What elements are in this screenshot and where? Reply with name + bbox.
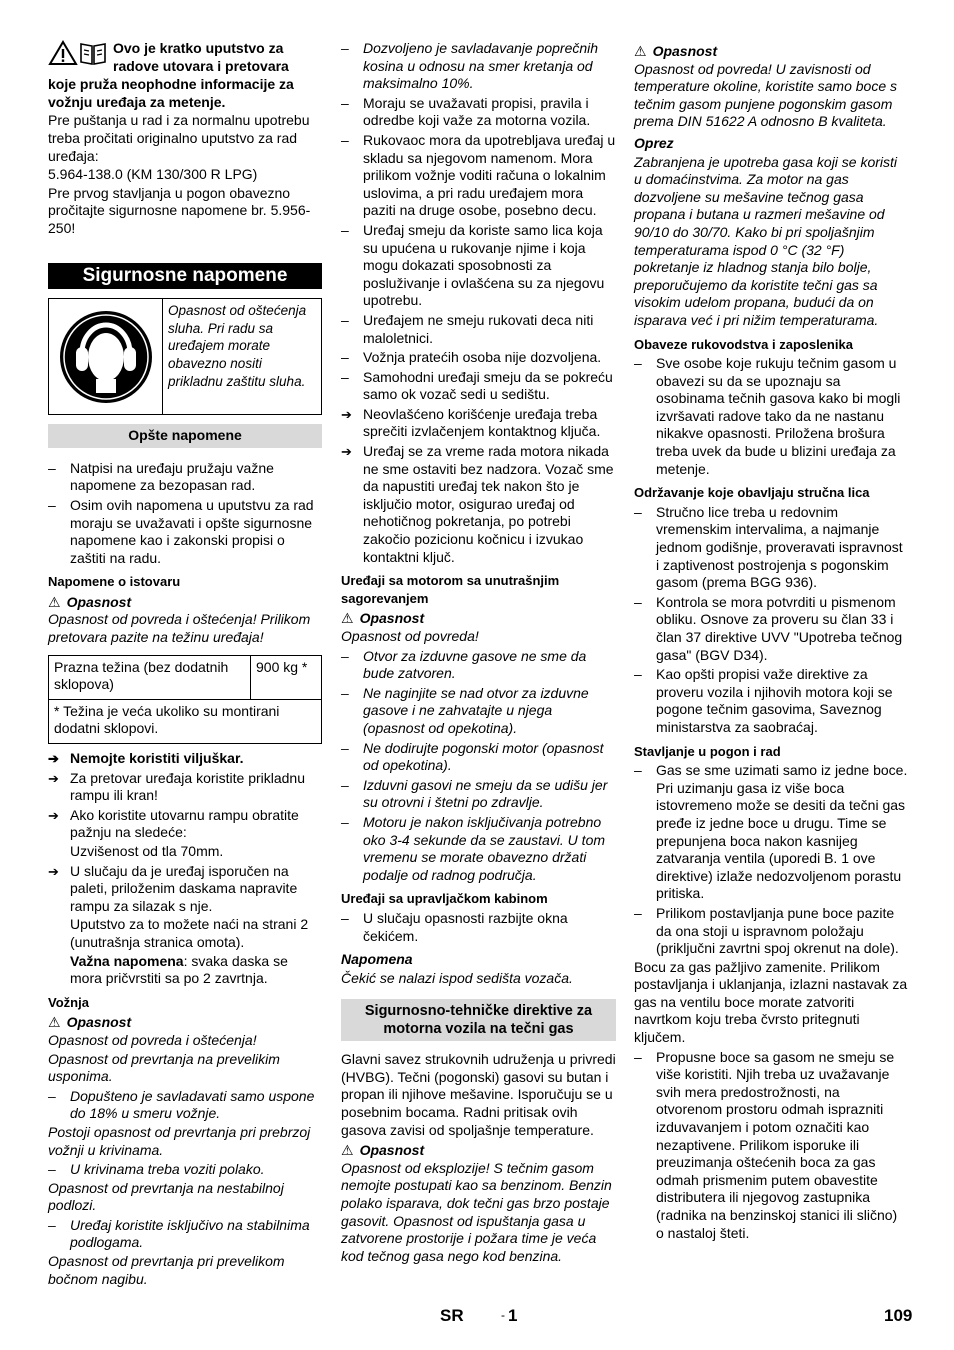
list-item: – Moraju se uvažavati propisi, pravila i odredbe koji važe za motorna vozila. <box>341 94 591 129</box>
drive-danger-2: Opasnost od prevrtanja na prevelikim usponima. <box>48 1050 280 1085</box>
ramp-height: Uzvišenost od tla 70mm. <box>70 843 224 859</box>
engine-heading: Uređaji sa motorom sa unutrašnjim sagorevanjem <box>341 573 560 606</box>
list-item: ➔ Za pretovar uređaja koristite prikladnu rampu ili kran! <box>48 769 306 804</box>
warning-icon: ⚠ <box>48 1014 61 1031</box>
list-item: – Dopušteno je savladavati samo uspone do 18% u smeru vožnje. <box>48 1087 315 1122</box>
list-item: – Uređaj koristite isključivo na stabilnima podlogama. <box>48 1216 310 1251</box>
maintenance-heading: Održavanje koje obavljaju stručna lica <box>634 485 870 501</box>
intro-icons <box>48 40 108 76</box>
footer-section-page: - 1 <box>501 1306 518 1325</box>
weight-value: 900 kg * <box>251 655 322 699</box>
list-item: – Propusne boce sa gasom ne smeju se više koristiti. Njih treba uz uvažavanje svih mera predostrožnosti, na otvorenom prostoru odmah isprazniti izduvavanjem i potom označiti kao nezaptivene. Prilikom isporuke ili preuzimanja oštećenih boca za gas odmah prismenim putem obavestite distributera ili njegovog zastupnika (radnika na benzinskoj stanici ili slično) o nastaloj šteti. <box>634 1048 898 1241</box>
arrow-icon: ➔ <box>48 751 59 767</box>
list-item: ➔ Ako koristite utovarnu rampu obratite pažnju na sledeće: <box>48 806 299 841</box>
list-item: ➔ U slučaju da je uređaj isporučen na paleti, priloženim daskama napravite rampu za silazak s nje. <box>48 862 298 914</box>
hearing-protection-box <box>48 298 322 415</box>
arrow-icon: ➔ <box>341 406 352 422</box>
duties-heading: Obaveze rukovodstva i zaposlenika <box>634 336 853 352</box>
note-text: Čekić se nalazi ispod sedišta vozača. <box>341 969 573 986</box>
list-item: – Uređaj smeju da koriste samo lica koja su upućena u rukovanje njime i koja mogu dokazati sposobnosti za posluživanje i ovlašćena su za njegovu upotrebu. <box>341 221 605 309</box>
intro-p3: Pre prvog stavljanja u pogon obavezno pročitajte sigurnosne napomene br. 5.956-250! <box>48 184 311 236</box>
general-heading: Opšte napomene <box>48 424 322 448</box>
warning-icon <box>48 40 78 66</box>
danger-heading: ⚠ Opasnost <box>634 43 718 59</box>
list-item: – Natpisi na uređaju pružaju važne napomene za bezopasan rad. <box>48 459 274 494</box>
engine-danger: Opasnost od povreda! <box>341 628 479 644</box>
list-item: ➔ Nemojte koristiti viljuškar. <box>48 750 244 767</box>
footer-language: SR <box>440 1306 464 1325</box>
gas-bottle-danger: Opasnost od povreda! U zavisnosti od temperature okoline, koristite samo boce s tečnim gasom punjene pogonskim gasom prema DIN 51622 A odnosno B kvaliteta. <box>634 60 898 130</box>
list-item: – Stručno lice treba u redovnim vremenskim intervalima, a najmanje jednom godišnje, proveravati ispravnost i zaptivenost postrojenja s pogonskim gasom (prema BGG 936). <box>634 503 903 591</box>
list-item: – Rukovaoc mora da upotrebljava uređaj u skladu sa njegovom namenom. Mora prilikom vožnje voditi računa o lokalnim uslovima, a pri radu uređajem mora paziti na druge osobe, posebno decu. <box>341 131 616 219</box>
arrow-icon: ➔ <box>48 863 59 879</box>
list-item: – Gas se sme uzimati samo iz jedne boce. Pri uzimanju gasa iz više boca istovremeno može se desiti da tečni gas pređe iz jedne boce u drugu. Time se prepunjena boca nakon kasnijeg zatvaranja ventila (uporedi B. 1 ove direktive) izlaže nedozvoljenom porastu pritiska. <box>634 762 908 902</box>
bottle-text: Bocu za gas pažljivo zamenite. Prilikom postavljanja i uklanjanja, izlazni nastavak za gas na ventilu boce morate zatvoriti navrtkom koju treba čvrsto pritegnuti ključem. <box>634 958 908 1046</box>
start-heading: Stavljanje u pogon i rad <box>634 743 781 759</box>
drive-danger-1: Opasnost od povreda i oštećenja! <box>48 1031 257 1048</box>
list-item: – Sve osobe koje rukuju tečnim gasom u obavezi su da se upoznaju sa osobinama tečnih gasova kako bi mogli izvršavati radove tako da ne nastanu nikakve opasnosti. Priložena brošura treba uvek da bude u blizini uređaja za metenje. <box>634 355 901 477</box>
arrow-icon: ➔ <box>48 770 59 786</box>
unload-danger: Opasnost od povreda i oštećenja! Prilikom pretovara pazite na težinu uređaja! <box>48 611 311 646</box>
danger-heading: ⚠ Opasnost <box>48 1014 132 1031</box>
intro-p1: Pre puštanja u rad i za normalnu upotrebu treba pročitati originalno uputstvo za rad uređaja: <box>48 112 310 164</box>
footer-page-number: 109 <box>884 1306 913 1325</box>
hearing-icon-cell <box>49 299 163 414</box>
list-item: – Uređajem ne smeju rukovati deca niti maloletnici. <box>341 311 594 346</box>
gas-directives-heading: Sigurnosno-tehničke direktive za motorna vozila na tečni gas <box>341 999 616 1041</box>
note-label: Napomena <box>341 951 413 968</box>
warning-icon: ⚠ <box>48 593 61 610</box>
caution-label: Oprez <box>634 134 674 151</box>
list-item: ➔ Neovlašćeno korišćenje uređaja treba sprečiti izvlačenjem kontaktnog ključa. <box>341 405 601 440</box>
manual-book-icon <box>78 40 108 66</box>
unload-heading: Napomene o istovaru <box>48 574 181 590</box>
section-banner: Sigurnosne napomene <box>48 263 322 290</box>
list-item: ➔ Uređaj se za vreme rada motora nikada ne sme ostaviti bez nadzora. Vozač sme da napustiti uređaj tek nakon što je isključio motor, osigurao uređaj od nehotičnog pokretanja, po potrebi zakočio pozicionu kočnicu i izvukao kontaktni ključ. <box>341 443 614 565</box>
warning-icon: ⚠ <box>341 610 354 627</box>
drive-heading: Vožnja <box>48 994 89 1010</box>
weight-label: Prazna težina (bez dodatnih sklopova) <box>49 655 251 699</box>
drive-danger-4: Opasnost od prevrtanja na nestabilnoj podlozi. <box>48 1179 284 1214</box>
caution-text: Zabranjena je upotreba gasa koji se koristi u domaćinstvima. Za motor na gas dozvoljene su mešavine tečnog gasa propana i butana u razmeri mešavine od 90/10 do 30/70. Kako bi pri spoljašnjim temperaturama ispod 0 °C (32 °F) pokretanje iz hladnog stanja bilo bolje, preporučujemo da koristite tečni gas sa visokim udelom propana, budući da on isparava već i pri nižim temperaturama. <box>634 153 898 328</box>
list-item: – Ne naginjite se nad otvor za izduvne gasove i ne zahvatajte u njega (opasnost od opekotina). <box>341 684 589 736</box>
arrow-icon: ➔ <box>48 807 59 823</box>
gas-danger: Opasnost od eksplozije! S tečnim gasom nemojte postupati kao sa benzinom. Benzin polako isparava, dok tečni gas brzo postaje gasovit. Opasnost od ispuštanja gasa u zatvorene prostorije i požara time je veća kod tečnog gasa nego kod benzina. <box>341 1159 612 1264</box>
danger-heading: ⚠ Opasnost <box>341 1142 425 1159</box>
list-item: – Izduvni gasovi ne smeju da se udišu jer su otrovni i štetni po zdravlje. <box>341 776 608 811</box>
arrow-icon: ➔ <box>341 444 352 460</box>
list-item: – Kontrola se mora potvrditi u pismenom obliku. Osnove za proveru su član 33 i član 37 direktive UVV "Upotreba tečnog gasa" (BGV D34). <box>634 593 903 663</box>
list-item: – U slučaju opasnosti razbijte okna čekićem. <box>341 909 568 944</box>
list-item: – Motoru je nakon isključivanja potrebno oko 3-4 sekunde da se zaustavi. U tom vremenu se morate obavezno držati podalje od radnog područja. <box>341 813 606 883</box>
list-item: – U krivinama treba voziti polako. <box>48 1161 265 1178</box>
gas-intro: Glavni savez strukovnih udruženja u privredi (HVBG). Tečni (pogonski) gasovi su butan i propan ili njihove mešavine. Isporučuju se u posebnim bocama. Radni pritisak ovih gasova zavisi od spoljašnje temperature. <box>341 1051 616 1138</box>
list-item: – Dozvoljeno je savladavanje poprečnih kosina u odnosu na smer kretanja od maksimalno 10%. <box>341 40 599 92</box>
intro-p2: 5.964-138.0 (KM 130/300 R LPG) <box>48 166 258 183</box>
ear-protection-icon <box>58 309 154 405</box>
warning-icon: ⚠ <box>341 1142 354 1159</box>
hearing-text: Opasnost od oštećenja sluha. Pri radu sa uređajem morate obavezno nositi prikladnu zaštitu sluha. <box>168 303 307 389</box>
weight-table <box>48 655 322 744</box>
column-3 <box>634 40 908 1243</box>
list-item: – Ne dodirujte pogonski motor (opasnost od opekotina). <box>341 739 604 774</box>
intro-block <box>48 40 322 76</box>
drive-danger-5: Opasnost od prevrtanja pri prevelikom bočnom nagibu. <box>48 1253 285 1287</box>
drive-danger-3: Postoji opasnost od prevrtanja pri prebrzoj vožnji u krivinama. <box>48 1123 311 1158</box>
pallet-ref: Uputstvo za to možete naći na strani 2 (unutrašnja stranica omota). <box>70 916 309 950</box>
column-1 <box>48 40 322 1289</box>
danger-heading: ⚠ Opasnost <box>48 593 132 610</box>
list-item: – Kao opšti propisi važe direktive za proveru vozila i njihovih motora koji se pogone tečnim gasovima, Saveznog ministarstva za saobraćaj. <box>634 666 893 735</box>
list-item: – Samohodni uređaji smeju da se pokreću samo ok vozač sedi u sedištu. <box>341 368 613 403</box>
intro-bold-1: Ovo je kratko uputstvo za radove utovara i pretovara <box>113 40 289 74</box>
list-item: – Osim ovih napomena u uputstvu za rad moraju se uvažavati i opšte sigurnosne napomene kao i zakonski propisi o zaštiti na radu. <box>48 496 314 566</box>
list-item: – Otvor za izduvne gasove ne sme da bude zatvoren. <box>341 647 587 682</box>
danger-heading: ⚠ Opasnost <box>341 610 425 627</box>
weight-note: * Težina je veća ukoliko su montirani dodatni sklopovi. <box>49 699 322 743</box>
cabin-heading: Uređaji sa upravljačkom kabinom <box>341 891 548 907</box>
list-item: – Vožnja pratećih osoba nije dozvoljena. <box>341 349 602 366</box>
important-note: Važna napomena: svaka daska se mora pričvrstiti sa po 2 zavrtnja. <box>70 952 288 987</box>
list-item: – Prilikom postavljanja pune boce pazite da ona stoji u ispravnom položaju (priključni zavrtni spoj okrenut na dole). <box>634 904 899 957</box>
warning-icon: ⚠ <box>634 43 647 59</box>
column-2 <box>341 40 616 1266</box>
intro-bold-2: koje pruža neophodne informacije za vožnju uređaja za metenje. <box>48 76 294 110</box>
